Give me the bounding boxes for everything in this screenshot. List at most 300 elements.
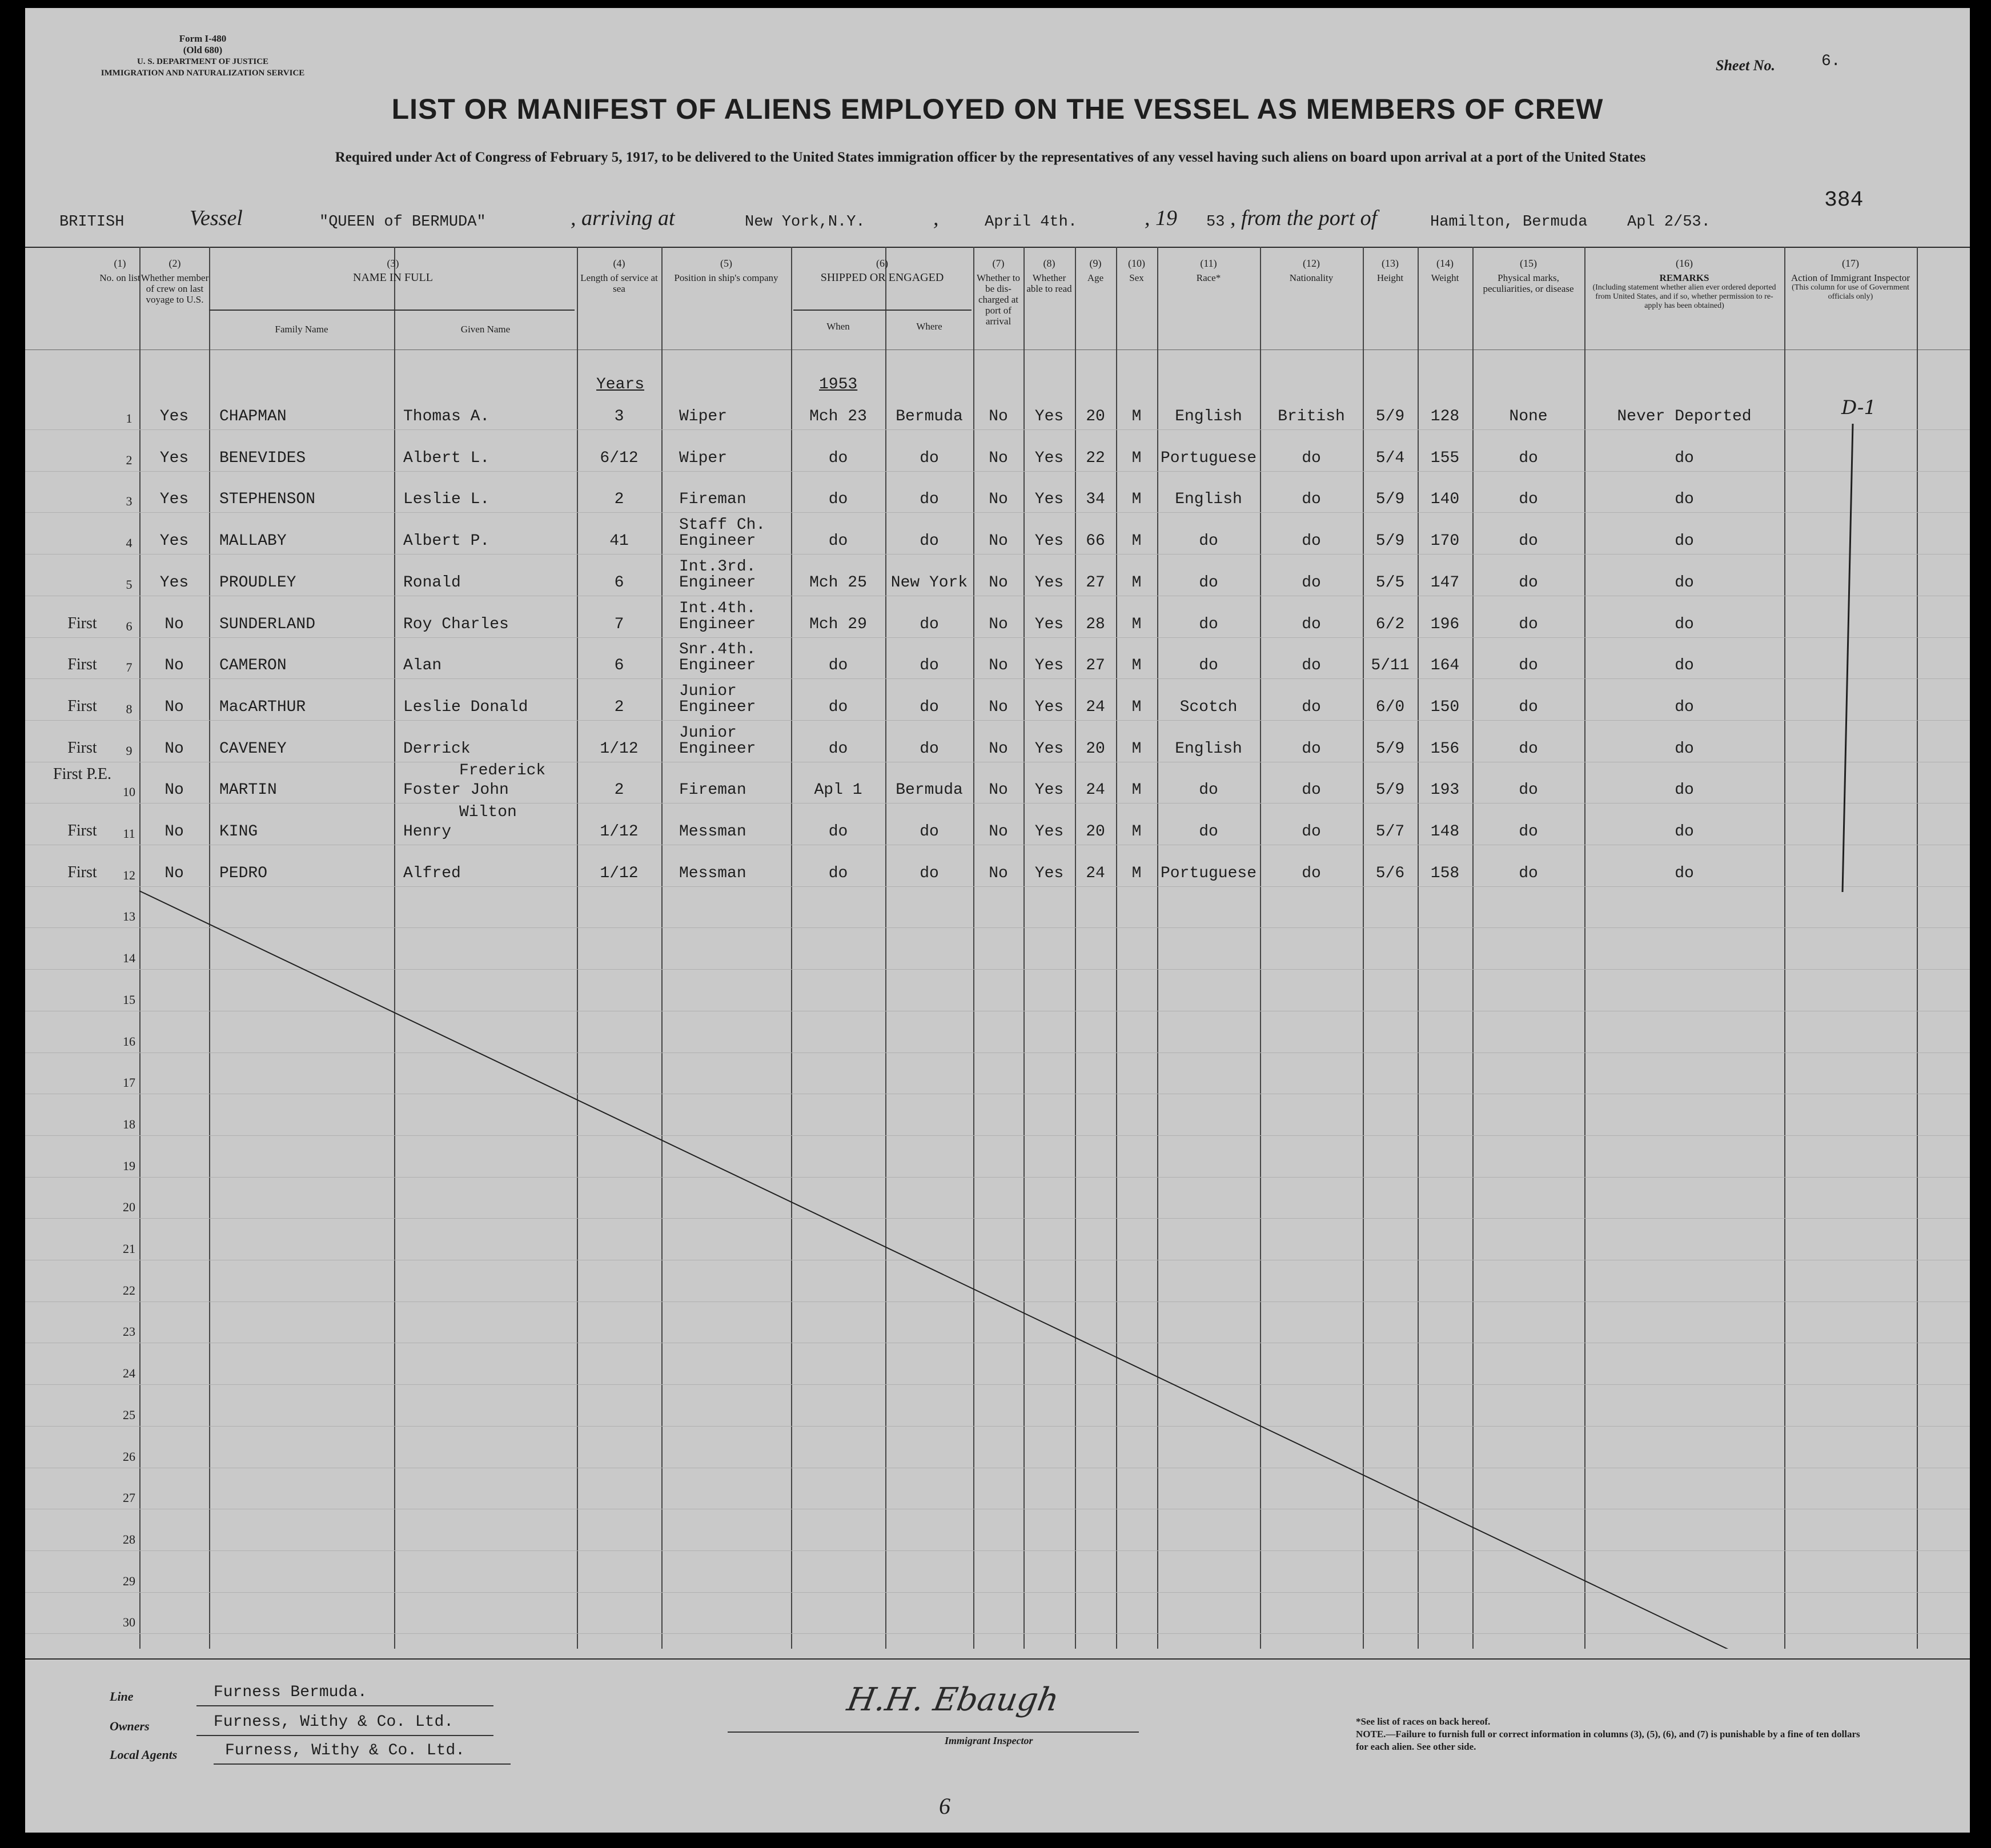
given-name-cell: Ronald	[403, 573, 461, 592]
given-name-cell: Roy Charles	[403, 615, 509, 633]
nationality-cell: do	[1302, 823, 1321, 841]
race-cell: Portuguese	[1160, 864, 1257, 882]
row-number: 15	[123, 992, 135, 1007]
age-cell: 20	[1086, 823, 1105, 841]
nationality-cell: do	[1302, 698, 1321, 716]
remarks-cell: do	[1675, 864, 1694, 882]
height-cell: 5/6	[1375, 864, 1405, 882]
form-number: Form I-480	[179, 33, 227, 44]
footer-rule	[25, 1658, 1970, 1660]
service-length-cell: 2	[614, 781, 624, 800]
service-length-cell: 6	[614, 657, 624, 675]
remarks-cell: do	[1675, 740, 1694, 758]
position-cell: Int.4th.	[679, 599, 756, 617]
row-number: 14	[123, 951, 135, 966]
manifest-sheet	[25, 8, 1970, 1833]
last-voyage-cell: No	[164, 740, 184, 758]
races-note: *See list of races on back hereof.	[1356, 1716, 1491, 1727]
first-voyage-mark: First P.E.	[53, 765, 111, 784]
arrival-date: April 4th.	[985, 214, 1078, 231]
form-old-number: (Old 680)	[183, 45, 223, 55]
sheet-number-value: 6.	[1821, 53, 1841, 70]
col17-header: (17) Action of Immigrant Inspector (This column for use of Government officials only)	[1791, 258, 1910, 301]
given-name-cell: Leslie L.	[403, 491, 490, 509]
discharged-cell: No	[989, 491, 1008, 509]
sex-cell: M	[1131, 740, 1142, 758]
race-cell: Portuguese	[1160, 449, 1257, 467]
discharged-cell: No	[989, 657, 1008, 675]
signature-rule	[728, 1732, 1139, 1733]
able-to-read-cell: Yes	[1034, 864, 1064, 882]
service-length-cell: 3	[614, 408, 624, 425]
age-cell: 34	[1086, 491, 1105, 509]
service-length-cell: 6	[614, 573, 624, 592]
given-name-cell: Foster John	[403, 781, 509, 800]
height-cell: 5/9	[1375, 532, 1405, 551]
discharged-cell: No	[989, 408, 1008, 425]
physical-marks-cell: do	[1519, 491, 1538, 509]
nationality-cell: do	[1302, 781, 1321, 800]
row-number: 18	[123, 1116, 135, 1131]
age-cell: 27	[1086, 573, 1105, 592]
department-name: U. S. DEPARTMENT OF JUSTICE	[137, 57, 269, 66]
position-line2-cell: Engineer	[679, 615, 756, 633]
weight-cell: 147	[1430, 573, 1460, 592]
sex-cell: M	[1131, 615, 1142, 633]
col12-header: (12) Nationality	[1289, 258, 1334, 283]
from-port-label: , from the port of	[1230, 206, 1378, 230]
col5-header: (5) Position in ship's company	[674, 258, 778, 283]
position-cell: Fireman	[679, 491, 746, 509]
page-stamp-number: 384	[1824, 188, 1864, 212]
position-cell: Messman	[679, 823, 746, 841]
able-to-read-cell: Yes	[1034, 698, 1064, 716]
owners-value: Furness, Withy & Co. Ltd.	[214, 1713, 454, 1731]
able-to-read-cell: Yes	[1034, 740, 1064, 758]
given-name-cell: Henry	[403, 823, 452, 841]
shipped-when-cell: do	[828, 864, 848, 882]
race-cell: English	[1175, 408, 1242, 425]
shipped-where-cell: do	[920, 698, 939, 716]
row-number: 12	[123, 867, 135, 882]
agents-label: Local Agents	[110, 1747, 178, 1762]
age-cell: 28	[1086, 615, 1105, 633]
row-number: 4	[126, 536, 133, 551]
remarks-cell: do	[1675, 573, 1694, 592]
height-cell: 5/11	[1371, 657, 1410, 675]
inspector-check-mark	[1843, 424, 1853, 892]
weight-cell: 193	[1430, 781, 1460, 800]
shipped-where-cell: Bermuda	[896, 781, 963, 800]
position-cell: Junior	[679, 724, 737, 742]
nationality-cell: do	[1302, 491, 1321, 509]
weight-cell: 196	[1430, 615, 1460, 633]
remarks-cell: do	[1675, 532, 1694, 551]
position-cell: Junior	[679, 682, 737, 700]
shipped-when-cell: do	[828, 657, 848, 675]
age-cell: 66	[1086, 532, 1105, 551]
last-voyage-cell: No	[164, 615, 184, 633]
cancellation-line	[25, 247, 1970, 1649]
height-cell: 5/4	[1375, 449, 1405, 467]
position-line2-cell: Engineer	[679, 573, 756, 592]
row-number: 24	[123, 1366, 135, 1381]
when-header: When	[826, 321, 850, 332]
weight-cell: 148	[1430, 823, 1460, 841]
col10-header: (10) Sex	[1128, 258, 1145, 283]
departure-port: Hamilton, Bermuda	[1430, 214, 1588, 231]
able-to-read-cell: Yes	[1034, 615, 1064, 633]
row-number: 2	[126, 452, 133, 467]
weight-cell: 158	[1430, 864, 1460, 882]
physical-marks-cell: do	[1519, 823, 1538, 841]
vessel-label: Vessel	[190, 206, 243, 230]
remarks-cell: Never Deported	[1617, 408, 1752, 425]
inspector-initials: D-1	[1841, 396, 1877, 419]
height-cell: 5/9	[1375, 491, 1405, 509]
first-voyage-mark: First	[67, 614, 97, 632]
family-name-cell: CHAPMAN	[219, 408, 287, 425]
sex-cell: M	[1131, 823, 1142, 841]
family-name-cell: BENEVIDES	[219, 449, 306, 467]
voyage-line	[59, 206, 1944, 239]
position-cell: Wiper	[679, 408, 728, 425]
col15-header: (15) Physical marks, peculiarities, or disease	[1483, 258, 1574, 294]
sex-cell: M	[1131, 781, 1142, 800]
family-name-cell: PROUDLEY	[219, 573, 296, 592]
able-to-read-cell: Yes	[1034, 408, 1064, 425]
service-length-cell: 6/12	[600, 449, 639, 467]
discharged-cell: No	[989, 532, 1008, 551]
remarks-cell: do	[1675, 781, 1694, 800]
year-prefix: , 19	[1145, 206, 1177, 230]
race-cell: Scotch	[1179, 698, 1238, 716]
shipped-where-cell: do	[920, 864, 939, 882]
row-number: 9	[126, 743, 133, 758]
row-number: 3	[126, 494, 133, 509]
footer-notes	[1356, 1716, 1870, 1753]
agents-underline	[214, 1763, 511, 1765]
line-label: Line	[110, 1689, 134, 1704]
given-name-cell: Albert L.	[403, 449, 490, 467]
line-underline	[196, 1705, 493, 1706]
discharged-cell: No	[989, 740, 1008, 758]
remarks-cell: do	[1675, 698, 1694, 716]
remarks-cell: do	[1675, 657, 1694, 675]
last-voyage-cell: No	[164, 781, 184, 800]
row-number: 26	[123, 1449, 135, 1464]
arrival-port: New York,N.Y.	[745, 214, 865, 231]
row-number: 20	[123, 1200, 135, 1215]
discharged-cell: No	[989, 864, 1008, 882]
line-value: Furness Bermuda.	[214, 1684, 367, 1701]
shipped-when-cell: Apl 1	[814, 781, 862, 800]
owners-underline	[196, 1735, 493, 1736]
discharged-cell: No	[989, 449, 1008, 467]
nationality-cell: do	[1302, 740, 1321, 758]
shipped-when-cell: Mch 25	[809, 573, 867, 592]
row-number: 29	[123, 1573, 135, 1588]
shipped-when-cell: Mch 23	[809, 408, 867, 425]
service-length-cell: 7	[614, 615, 624, 633]
year-suffix: 53	[1206, 214, 1225, 231]
given-name-cell: Alfred	[403, 864, 461, 882]
able-to-read-cell: Yes	[1034, 491, 1064, 509]
last-voyage-cell: Yes	[159, 573, 189, 592]
row-number: 25	[123, 1407, 135, 1422]
last-voyage-cell: No	[164, 823, 184, 841]
inspector-label: Immigrant Inspector	[945, 1735, 1033, 1746]
last-voyage-cell: Yes	[159, 449, 189, 467]
position-cell: Messman	[679, 864, 746, 882]
race-cell: English	[1175, 740, 1242, 758]
row-number: 7	[126, 660, 133, 675]
last-voyage-cell: Yes	[159, 532, 189, 551]
shipped-when-cell: do	[828, 532, 848, 551]
row-number: 30	[123, 1615, 135, 1630]
form-identifier	[80, 33, 326, 79]
able-to-read-cell: Yes	[1034, 823, 1064, 841]
last-voyage-cell: No	[164, 864, 184, 882]
years-unit: Years	[596, 376, 645, 393]
physical-marks-cell: do	[1519, 615, 1538, 633]
nationality-cell: British	[1278, 408, 1345, 425]
remarks-cell: do	[1675, 449, 1694, 467]
shipped-when-cell: do	[828, 740, 848, 758]
age-cell: 20	[1086, 408, 1105, 425]
able-to-read-cell: Yes	[1034, 449, 1064, 467]
service-length-cell: 1/12	[600, 740, 639, 758]
shipped-where-cell: Bermuda	[896, 408, 963, 425]
sex-cell: M	[1131, 532, 1142, 551]
race-cell: do	[1199, 532, 1218, 551]
last-voyage-cell: No	[164, 698, 184, 716]
height-cell: 5/5	[1375, 573, 1405, 592]
able-to-read-cell: Yes	[1034, 573, 1064, 592]
sex-cell: M	[1131, 864, 1142, 882]
year-unit: 1953	[819, 376, 858, 393]
discharged-cell: No	[989, 823, 1008, 841]
physical-marks-cell: do	[1519, 781, 1538, 800]
shipped-where-cell: New York	[890, 573, 968, 592]
discharged-cell: No	[989, 615, 1008, 633]
nationality-cell: do	[1302, 615, 1321, 633]
family-name-cell: SUNDERLAND	[219, 615, 316, 633]
height-cell: 5/9	[1375, 781, 1405, 800]
position-line2-cell: Engineer	[679, 532, 756, 551]
page-number: 6	[939, 1793, 950, 1819]
last-voyage-cell: Yes	[159, 491, 189, 509]
physical-marks-cell: do	[1519, 864, 1538, 882]
sex-cell: M	[1131, 449, 1142, 467]
row-number: 10	[123, 785, 135, 800]
physical-marks-cell: do	[1519, 657, 1538, 675]
physical-marks-cell: do	[1519, 573, 1538, 592]
sheet-number-label: Sheet No.	[1716, 57, 1775, 74]
first-voyage-mark: First	[67, 697, 97, 715]
position-line2-cell: Engineer	[679, 698, 756, 716]
sex-cell: M	[1131, 657, 1142, 675]
given-name-cell: Derrick	[403, 740, 471, 758]
service-length-cell: 2	[614, 491, 624, 509]
shipped-where-cell: do	[920, 532, 939, 551]
diagonal-strike	[139, 891, 1970, 1649]
col16-header: (16) REMARKS (Including statement whether alien ever ordered deported from United States, and if so, whether permission to re-apply has been obtained)	[1592, 258, 1776, 310]
col6-header: (6) SHIPPED OR ENGAGED	[820, 258, 944, 284]
shipped-where-cell: do	[920, 491, 939, 509]
given-name-cell: Alan	[403, 657, 442, 675]
nationality-cell: do	[1302, 573, 1321, 592]
able-to-read-cell: Yes	[1034, 781, 1064, 800]
last-voyage-cell: No	[164, 657, 184, 675]
row-number: 22	[123, 1283, 135, 1297]
row-number: 5	[126, 577, 133, 592]
vessel-nationality: BRITISH	[59, 214, 125, 231]
race-cell: do	[1199, 781, 1218, 800]
shipped-where-cell: do	[920, 615, 939, 633]
first-voyage-mark: First	[67, 822, 97, 839]
weight-cell: 156	[1430, 740, 1460, 758]
departure-date: Apl 2/53.	[1627, 214, 1711, 231]
col1-header: (1) No. on list	[99, 258, 141, 283]
position-cell: Fireman	[679, 781, 746, 800]
position-cell: Staff Ch.	[679, 516, 766, 535]
row-number: 17	[123, 1075, 135, 1090]
given-name-extra-cell: Frederick	[459, 762, 546, 780]
able-to-read-cell: Yes	[1034, 657, 1064, 675]
position-cell: Wiper	[679, 449, 728, 467]
family-name-header: Family Name	[275, 324, 328, 335]
race-cell: English	[1175, 491, 1242, 509]
race-cell: do	[1199, 823, 1218, 841]
age-cell: 24	[1086, 864, 1105, 882]
row-number: 13	[123, 909, 135, 924]
family-name-cell: STEPHENSON	[219, 491, 316, 509]
given-name-cell: Thomas A.	[403, 408, 490, 425]
race-cell: do	[1199, 573, 1218, 592]
physical-marks-cell: do	[1519, 449, 1538, 467]
col14-header: (14) Weight	[1431, 258, 1459, 283]
weight-cell: 150	[1430, 698, 1460, 716]
position-cell: Snr.4th.	[679, 641, 756, 659]
col9-header: (9) Age	[1087, 258, 1104, 283]
family-name-cell: MALLABY	[219, 532, 287, 551]
crew-table	[25, 247, 1970, 1649]
shipped-where-cell: do	[920, 657, 939, 675]
shipped-when-cell: do	[828, 698, 848, 716]
height-cell: 5/9	[1375, 408, 1405, 425]
family-name-cell: CAMERON	[219, 657, 287, 675]
age-cell: 20	[1086, 740, 1105, 758]
service-length-cell: 41	[609, 532, 629, 551]
page-subtitle: Required under Act of Congress of February 5, 1917, to be delivered to the United States immigration officer by the representatives of any vessel having such aliens on board upon arrival at a port of the United States	[335, 150, 1646, 165]
first-voyage-mark: First	[67, 863, 97, 881]
where-header: Where	[916, 321, 942, 332]
first-voyage-mark: First	[67, 738, 97, 757]
manifest-footer	[25, 1658, 1970, 1830]
nationality-cell: do	[1302, 864, 1321, 882]
penalty-note: NOTE.—Failure to furnish full or correct information in columns (3), (5), (6), and (7) is punishable by a fine of ten dollars for each alien. See other side.	[1356, 1729, 1860, 1752]
weight-cell: 140	[1430, 491, 1460, 509]
row-number: 11	[123, 826, 135, 841]
row-number: 16	[123, 1034, 135, 1048]
service-length-cell: 2	[614, 698, 624, 716]
sex-cell: M	[1131, 573, 1142, 592]
row-number: 21	[123, 1242, 135, 1256]
col8-header: (8) Whether able to read	[1026, 258, 1072, 294]
service-name: IMMIGRATION AND NATURALIZATION SERVICE	[101, 69, 305, 78]
physical-marks-cell: do	[1519, 698, 1538, 716]
shipped-when-cell: do	[828, 491, 848, 509]
height-cell: 5/7	[1375, 823, 1405, 841]
shipped-where-cell: do	[920, 449, 939, 467]
shipped-where-cell: do	[920, 740, 939, 758]
vessel-name: "QUEEN of BERMUDA"	[319, 214, 486, 231]
family-name-cell: MacARTHUR	[219, 698, 306, 716]
remarks-cell: do	[1675, 615, 1694, 633]
remarks-cell: do	[1675, 823, 1694, 841]
remarks-cell: do	[1675, 491, 1694, 509]
row-number: 19	[123, 1158, 135, 1173]
inspector-signature: H.H. Ebaugh	[844, 1681, 1062, 1718]
height-cell: 6/0	[1375, 698, 1405, 716]
row-number: 28	[123, 1532, 135, 1546]
weight-cell: 170	[1430, 532, 1460, 551]
shipped-where-cell: do	[920, 823, 939, 841]
weight-cell: 164	[1430, 657, 1460, 675]
physical-marks-cell: None	[1509, 408, 1548, 425]
row-number: 1	[126, 411, 133, 425]
first-voyage-mark: First	[67, 656, 97, 674]
physical-marks-cell: do	[1519, 740, 1538, 758]
family-name-cell: CAVENEY	[219, 740, 287, 758]
physical-marks-cell: do	[1519, 532, 1538, 551]
col7-header: (7) Whether to be dis-charged at port of arrival	[977, 258, 1020, 327]
service-length-cell: 1/12	[600, 823, 639, 841]
sex-cell: M	[1131, 408, 1142, 425]
height-cell: 5/9	[1375, 740, 1405, 758]
given-name-extra-cell: Wilton	[459, 804, 517, 821]
discharged-cell: No	[989, 573, 1008, 592]
nationality-cell: do	[1302, 657, 1321, 675]
col11-header: (11) Race*	[1196, 258, 1221, 283]
row-number: 27	[123, 1491, 135, 1505]
nationality-cell: do	[1302, 449, 1321, 467]
page-title: LIST OR MANIFEST OF ALIENS EMPLOYED ON THE VESSEL AS MEMBERS OF CREW	[391, 93, 1604, 125]
race-cell: do	[1199, 657, 1218, 675]
age-cell: 24	[1086, 781, 1105, 800]
given-name-header: Given Name	[460, 324, 511, 335]
nationality-cell: do	[1302, 532, 1321, 551]
shipped-when-cell: do	[828, 823, 848, 841]
given-name-cell: Leslie Donald	[403, 698, 528, 716]
service-length-cell: 1/12	[600, 864, 639, 882]
last-voyage-cell: Yes	[159, 408, 189, 425]
col3-header: (3) NAME IN FULL	[353, 258, 433, 284]
row-number: 6	[126, 618, 133, 633]
sex-cell: M	[1131, 491, 1142, 509]
row-number: 23	[123, 1324, 135, 1339]
family-name-cell: KING	[219, 823, 258, 841]
agents-value: Furness, Withy & Co. Ltd.	[225, 1742, 465, 1759]
position-cell: Int.3rd.	[679, 557, 756, 576]
position-line2-cell: Engineer	[679, 740, 756, 758]
age-cell: 24	[1086, 698, 1105, 716]
race-cell: do	[1199, 615, 1218, 633]
shipped-when-cell: do	[828, 449, 848, 467]
separator-comma: ,	[933, 206, 939, 230]
height-cell: 6/2	[1375, 615, 1405, 633]
